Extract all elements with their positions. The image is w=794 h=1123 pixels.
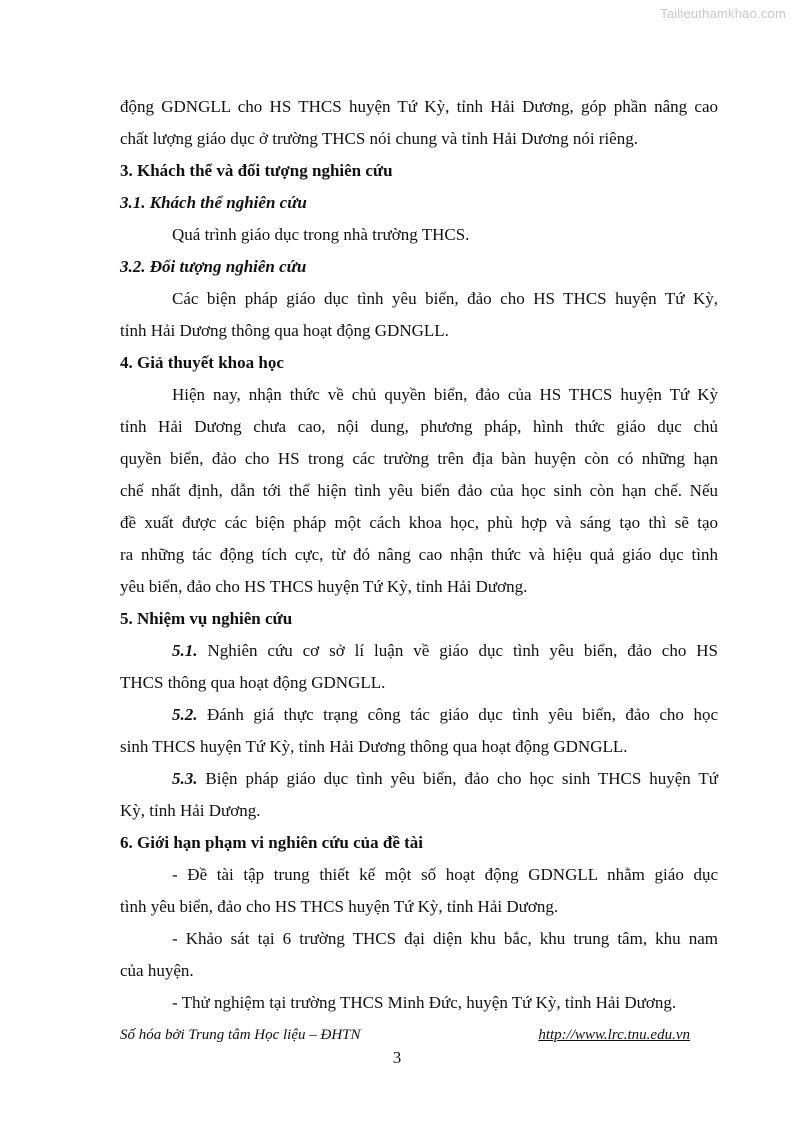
text-line: tình yêu biển, đảo cho HS THCS huyện Tứ Kỳ, tỉnh Hải Dương.	[120, 897, 559, 916]
text-line: động GDNGLL cho HS THCS huyện Tứ Kỳ, tỉnh Hải Dương, góp phần nâng cao	[120, 97, 718, 116]
section-heading-5: 5. Nhiệm vụ nghiên cứu	[120, 609, 293, 628]
subsection-heading-3-2: 3.2. Đối tượng nghiên cứu	[120, 257, 307, 276]
text-line: tỉnh Hải Dương thông qua hoạt động GDNGLL.	[120, 321, 449, 340]
text-line	[120, 763, 718, 795]
item-text: Nghiên cứu cơ sở lí luận về giáo dục tình yêu biển, đảo cho HS	[197, 641, 718, 660]
text-line: Hiện nay, nhận thức về chủ quyền biển, đảo của HS THCS huyện Tứ Kỳ	[172, 385, 718, 404]
text-line: đề xuất được các biện pháp một cách khoa học, phù hợp và sáng tạo thì sẽ tạo	[120, 513, 718, 532]
text-line: Quá trình giáo dục trong nhà trường THCS.	[172, 225, 470, 244]
text-line: ra những tác động tích cực, từ đó nâng cao nhận thức và hiệu quả giáo dục tình	[120, 545, 718, 564]
item-number: 5.3.	[172, 769, 198, 788]
text-line	[120, 635, 718, 667]
text-line: yêu biển, đảo cho HS THCS huyện Tứ Kỳ, tỉnh Hải Dương.	[120, 577, 528, 596]
watermark: Tailieuthamkhao.com	[660, 6, 786, 21]
subsection-heading-3-1: 3.1. Khách thể nghiên cứu	[120, 193, 307, 212]
text-line: của huyện.	[120, 961, 194, 980]
text-line	[120, 699, 718, 731]
text-line: chất lượng giáo dục ở trường THCS nói chung và tỉnh Hải Dương nói riêng.	[120, 129, 638, 148]
section-heading-3: 3. Khách thể và đối tượng nghiên cứu	[120, 161, 393, 180]
text-line: - Khảo sát tại 6 trường THCS đại diện khu bắc, khu trung tâm, khu nam	[172, 929, 718, 948]
text-line: THCS thông qua hoạt động GDNGLL.	[120, 673, 386, 692]
text-line: Các biện pháp giáo dục tình yêu biển, đảo cho HS THCS huyện Tứ Kỳ,	[172, 289, 718, 308]
text-line: sinh THCS huyện Tứ Kỳ, tỉnh Hải Dương thông qua hoạt động GDNGLL.	[120, 737, 628, 756]
text-line: - Đề tài tập trung thiết kế một số hoạt động GDNGLL nhằm giáo dục	[172, 865, 718, 884]
text-line: - Thử nghiệm tại trường THCS Minh Đức, huyện Tứ Kỳ, tỉnh Hải Dương.	[172, 993, 677, 1012]
footer-link[interactable]: http://www.lrc.tnu.edu.vn	[538, 1027, 690, 1043]
item-number: 5.2.	[172, 705, 198, 724]
text-line: Kỳ, tỉnh Hải Dương.	[120, 801, 261, 820]
section-heading-4: 4. Giả thuyết khoa học	[120, 353, 284, 372]
item-number: 5.1.	[172, 641, 198, 660]
text-line: quyền biển, đảo cho HS trong các trường trên địa bàn huyện còn có những hạn	[120, 449, 718, 468]
footer-credit: Số hóa bởi Trung tâm Học liệu – ĐHTN	[120, 1027, 361, 1043]
text-line: chế nhất định, dẫn tới thể hiện tình yêu biển đảo của học sinh còn hạn chế. Nếu	[120, 481, 718, 500]
document-body	[120, 91, 718, 1019]
section-heading-6: 6. Giới hạn phạm vi nghiên cứu của đề tài	[120, 833, 424, 852]
item-text: Đánh giá thực trạng công tác giáo dục tình yêu biển, đảo cho học	[197, 705, 718, 724]
item-text: Biện pháp giáo dục tình yêu biển, đảo cho học sinh THCS huyện Tứ	[197, 769, 718, 788]
text-line: tỉnh Hải Dương chưa cao, nội dung, phương pháp, hình thức giáo dục chủ	[120, 417, 718, 436]
page-number: 3	[392, 1048, 402, 1067]
